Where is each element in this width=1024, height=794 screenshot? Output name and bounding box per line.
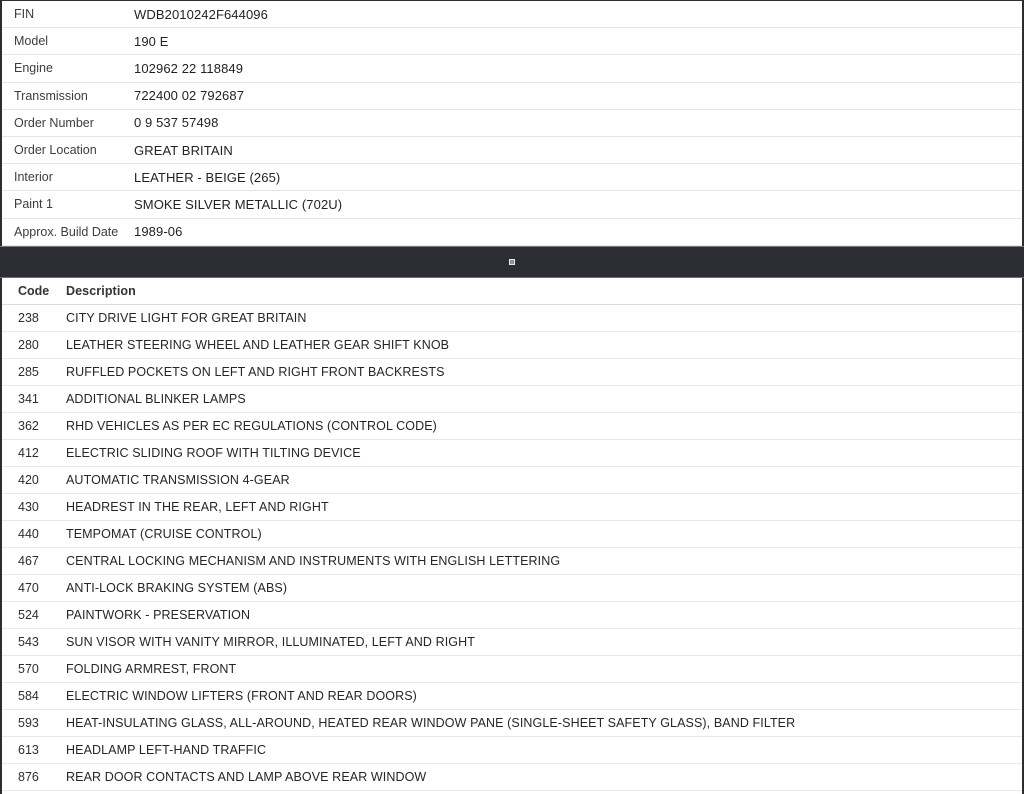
option-description: HEAT-INSULATING GLASS, ALL-AROUND, HEATED REAR WINDOW PANE (SINGLE-SHEET SAFETY GLASS), BAND FILTER xyxy=(66,715,796,730)
option-description: ADDITIONAL BLINKER LAMPS xyxy=(66,391,246,406)
vehicle-info-row xyxy=(2,28,1022,55)
option-code: 238 xyxy=(18,310,39,325)
vehicle-info-row xyxy=(2,219,1022,246)
vehicle-info-row xyxy=(2,164,1022,191)
option-code: 430 xyxy=(18,499,39,514)
option-code: 876 xyxy=(18,769,39,784)
field-value: SMOKE SILVER METALLIC (702U) xyxy=(134,196,343,212)
field-label: Interior xyxy=(14,170,53,185)
option-description: ELECTRIC SLIDING ROOF WITH TILTING DEVICE xyxy=(66,445,361,460)
section-divider-bar xyxy=(0,246,1024,278)
option-code-row xyxy=(2,629,1022,656)
option-description: HEADREST IN THE REAR, LEFT AND RIGHT xyxy=(66,499,329,514)
option-code-row xyxy=(2,656,1022,683)
vehicle-info-row xyxy=(2,110,1022,137)
option-codes-table xyxy=(2,278,1022,791)
option-code: 570 xyxy=(18,661,39,676)
option-code: 412 xyxy=(18,445,39,460)
option-code: 362 xyxy=(18,418,39,433)
field-value: 102962 22 118849 xyxy=(134,60,244,76)
broken-image-icon xyxy=(509,259,515,265)
vehicle-info-row xyxy=(2,83,1022,110)
option-description: ELECTRIC WINDOW LIFTERS (FRONT AND REAR DOORS) xyxy=(66,688,417,703)
option-description: RUFFLED POCKETS ON LEFT AND RIGHT FRONT BACKRESTS xyxy=(66,364,445,379)
option-code-row xyxy=(2,575,1022,602)
option-code: 467 xyxy=(18,553,39,568)
option-code-row xyxy=(2,710,1022,737)
field-label: FIN xyxy=(14,7,35,22)
option-code-row xyxy=(2,467,1022,494)
option-code-row xyxy=(2,386,1022,413)
option-description: AUTOMATIC TRANSMISSION 4-GEAR xyxy=(66,472,290,487)
option-codes-body xyxy=(2,305,1022,791)
description-column-header: Description xyxy=(66,283,136,298)
field-value: 0 9 537 57498 xyxy=(134,115,219,131)
field-value: WDB2010242F644096 xyxy=(134,6,268,22)
option-code-row xyxy=(2,521,1022,548)
option-code: 543 xyxy=(18,634,39,649)
option-code-row xyxy=(2,305,1022,332)
vehicle-info-row xyxy=(2,55,1022,82)
field-label: Engine xyxy=(14,61,53,76)
code-column-header: Code xyxy=(18,283,50,298)
option-description: RHD VEHICLES AS PER EC REGULATIONS (CONTROL CODE) xyxy=(66,418,437,433)
option-code-row xyxy=(2,494,1022,521)
field-value: 190 E xyxy=(134,33,169,49)
option-code: 285 xyxy=(18,364,39,379)
option-code-row xyxy=(2,548,1022,575)
option-code-row xyxy=(2,737,1022,764)
vehicle-info-row xyxy=(2,1,1022,28)
option-code: 584 xyxy=(18,688,39,703)
option-codes-header-row xyxy=(2,278,1022,305)
option-code: 524 xyxy=(18,607,39,622)
option-description: REAR DOOR CONTACTS AND LAMP ABOVE REAR WINDOW xyxy=(66,769,427,784)
option-description: ANTI-LOCK BRAKING SYSTEM (ABS) xyxy=(66,580,288,595)
field-label: Order Number xyxy=(14,115,94,130)
vehicle-info-row xyxy=(2,191,1022,218)
option-code-row xyxy=(2,764,1022,791)
option-code-row xyxy=(2,602,1022,629)
option-description: CITY DRIVE LIGHT FOR GREAT BRITAIN xyxy=(66,310,307,325)
vehicle-info-row xyxy=(2,137,1022,164)
option-code-row xyxy=(2,683,1022,710)
option-description: PAINTWORK - PRESERVATION xyxy=(66,607,251,622)
option-code: 440 xyxy=(18,526,39,541)
option-code: 420 xyxy=(18,472,39,487)
option-description: TEMPOMAT (CRUISE CONTROL) xyxy=(66,526,262,541)
option-code: 280 xyxy=(18,337,39,352)
field-value: GREAT BRITAIN xyxy=(134,142,233,158)
option-code-row xyxy=(2,440,1022,467)
option-code-row xyxy=(2,332,1022,359)
option-code: 613 xyxy=(18,742,39,757)
field-value: 722400 02 792687 xyxy=(134,88,245,104)
field-label: Transmission xyxy=(14,88,88,103)
option-code: 470 xyxy=(18,580,39,595)
option-description: CENTRAL LOCKING MECHANISM AND INSTRUMENTS WITH ENGLISH LETTERING xyxy=(66,553,561,568)
option-description: LEATHER STEERING WHEEL AND LEATHER GEAR SHIFT KNOB xyxy=(66,337,450,352)
option-code-row xyxy=(2,359,1022,386)
field-value: 1989-06 xyxy=(134,224,183,240)
option-code: 341 xyxy=(18,391,39,406)
field-label: Order Location xyxy=(14,143,97,158)
option-code-row xyxy=(2,413,1022,440)
field-label: Approx. Build Date xyxy=(14,224,119,239)
field-value: LEATHER - BEIGE (265) xyxy=(134,169,281,185)
option-description: HEADLAMP LEFT-HAND TRAFFIC xyxy=(66,742,267,757)
option-code: 593 xyxy=(18,715,39,730)
field-label: Model xyxy=(14,34,49,49)
field-label: Paint 1 xyxy=(14,197,53,212)
option-description: SUN VISOR WITH VANITY MIRROR, ILLUMINATED, LEFT AND RIGHT xyxy=(66,634,475,649)
option-description: FOLDING ARMREST, FRONT xyxy=(66,661,237,676)
vehicle-info-table xyxy=(2,1,1022,246)
